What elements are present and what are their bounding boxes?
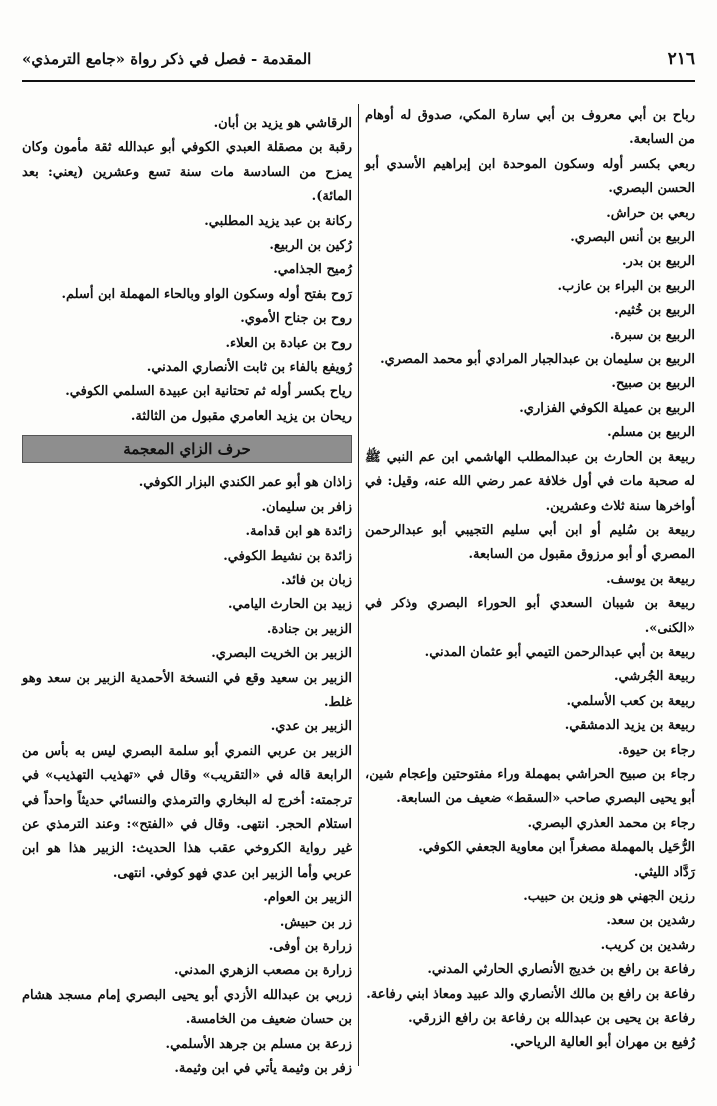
narrator-entry: الزبير بن العوام. bbox=[263, 890, 352, 906]
narrator-entry: الربيع بن خُثيم. bbox=[614, 303, 695, 319]
narrator-entry: رُفيع بن مهران أبو العالية الرياحي. bbox=[509, 1035, 695, 1051]
narrator-entry: رزين الجهني هو وزين بن حبيب. bbox=[523, 889, 695, 904]
narrator-entry: زبيد بن الحارث اليامي. bbox=[228, 597, 352, 613]
narrator-entry: الربيع بن بدر. bbox=[621, 254, 695, 270]
section-title: حرف الزاي المعجمة bbox=[22, 435, 352, 463]
header-rule bbox=[22, 80, 695, 82]
narrator-entry: زفر بن وثيمة يأتي في ابن وثيمة. bbox=[174, 1061, 352, 1077]
narrator-entry: رُويفع بالفاء بن ثابت الأنصاري المدني. bbox=[146, 360, 352, 376]
narrator-entry: رفاعة بن رافع بن خديج الأنصاري الحارثي المدني. bbox=[427, 962, 695, 978]
narrator-entry: روح بن جناح الأموي. bbox=[240, 311, 352, 327]
narrator-entry: الزبير بن عدي. bbox=[270, 719, 352, 735]
narrator-entry: زائدة بن نشيط الكوفي. bbox=[223, 548, 352, 564]
narrator-entry: الزبير بن الخريت البصري. bbox=[211, 646, 352, 662]
running-title: المقدمة - فصل في ذكر رواة «جامع الترمذي» bbox=[22, 50, 312, 68]
narrator-entry: زر بن حبيش. bbox=[279, 914, 352, 930]
narrator-entry: زاذان هو أبو عمر الكندي البزار الكوفي. bbox=[138, 475, 352, 491]
narrator-entry: ربيعة بن يزيد الدمشقي. bbox=[564, 718, 695, 734]
narrator-entry: زرعة بن مسلم بن جرهد الأسلمي. bbox=[165, 1036, 352, 1052]
narrator-entry: الربيع بن البراء بن عازب. bbox=[557, 278, 695, 294]
narrator-entry: رجاء بن محمد العذري البصري. bbox=[527, 815, 695, 831]
left-column-top bbox=[22, 112, 352, 429]
page-header bbox=[22, 44, 695, 74]
narrator-entry: ربيعة بن أبي عبدالرحمن التيمي أبو عثمان المدني. bbox=[424, 644, 695, 660]
narrator-entry: رقبة بن مصقلة العبدي الكوفي أبو عبدالله ثقة مأمون وكان يمزح من السادسة مات سنة تسع وعشرين (يعني: بعد المائة). bbox=[22, 140, 352, 205]
narrator-entry: الرُّحَيل بالمهملة مصغراً ابن معاوية الجعفي الكوفي. bbox=[418, 840, 695, 856]
narrator-entry: ربيعة بن يوسف. bbox=[606, 571, 695, 587]
narrator-entry: الزبير بن جنادة. bbox=[266, 621, 352, 637]
narrator-entry: رجاء بن صبيح الحراشي بمهملة وراء مفتوحتين وإعجام شين، أبو يحيى البصري صاحب «السقط» ضعيف من السابعة. bbox=[365, 766, 695, 807]
narrator-entry: ريحان بن يزيد العامري مقبول من الثالثة. bbox=[130, 408, 352, 424]
narrator-entry: الزبير بن عربي النمري أبو سلمة البصري ليس به بأس من الرابعة قاله في «التقريب» وقال في «تهذيب التهذيب» في ترجمته: أخرج له البخاري والترمذي والنسائي حديثاً واحداً في استلام الحجر. انتهى. وقال في «الفتح»: وعند الترمذي عن غير رواية الكروخي عقب هذا الحديث: الزبير هذا هو ابن عربي وأما الزبير ابن عدي فهو كوفي. انتهى. bbox=[22, 743, 352, 881]
narrator-entry: ربيعة الجُرشي. bbox=[614, 669, 695, 685]
narrator-entry: الربيع بن صبيح. bbox=[611, 376, 695, 392]
narrator-entry: ربيعة بن سُليم أو ابن أبي سليم التجيبي أبو عبدالرحمن المصري أو أبو مرزوق مقبول من السابعة. bbox=[365, 522, 695, 563]
narrator-entry: روح بن عبادة بن العلاء. bbox=[225, 335, 352, 351]
narrator-entry: ربعي بكسر أوله وسكون الموحدة ابن إبراهيم الأسدي أبو الحسن البصري. bbox=[365, 156, 695, 197]
narrator-entry: الربيع بن سليمان بن عبدالجبار المرادي أبو محمد المصري. bbox=[380, 352, 695, 368]
narrator-entry: ربيعة بن الحارث بن عبدالمطلب الهاشمي ابن عم النبي ﷺ له صحبة مات في أول خلافة عمر رضي الله عنه، وقيل: في أواخرها سنة ثلاث وعشرين. bbox=[365, 449, 695, 514]
narrator-entry: رُميح الجذامي. bbox=[273, 262, 352, 278]
narrator-entry: رشدين بن كريب. bbox=[600, 937, 695, 953]
narrator-entry: الربيع بن أنس البصري. bbox=[570, 230, 695, 246]
narrator-entry: رُكين بن الربيع. bbox=[269, 238, 352, 254]
narrator-entry: ركانة بن عبد يزيد المطلبي. bbox=[204, 213, 352, 229]
left-column-bottom bbox=[22, 471, 352, 1081]
narrator-entry: زائدة هو ابن قدامة. bbox=[245, 524, 352, 540]
narrator-entry: رَدَّاد الليثي. bbox=[633, 864, 695, 880]
narrator-entry: ربيعة بن شيبان السعدي أبو الحوراء البصري وذكر في «الكنى». bbox=[365, 596, 695, 636]
narrator-entry: رَوح بفتح أوله وسكون الواو وبالحاء المهملة ابن أسلم. bbox=[61, 286, 352, 302]
narrator-entry: رجاء بن حيوة. bbox=[618, 742, 695, 758]
right-column bbox=[365, 104, 695, 1056]
narrator-entry: الربيع بن عميلة الكوفي الفزاري. bbox=[519, 400, 695, 416]
narrator-entry: رفاعة بن رافع بن مالك الأنصاري والد عبيد ومعاذ ابني رفاعة. bbox=[366, 986, 695, 1002]
left-column bbox=[22, 112, 352, 1081]
narrator-entry: زربي بن عبدالله الأزدي أبو يحيى البصري إمام مسجد هشام بن حسان ضعيف من الخامسة. bbox=[22, 987, 352, 1028]
narrator-entry: زبان بن فائد. bbox=[280, 572, 352, 588]
narrator-entry: رشدين بن سعد. bbox=[606, 913, 695, 929]
narrator-entry: رياح بكسر أوله ثم تحتانية ابن عبيدة السلمي الكوفي. bbox=[65, 384, 352, 400]
narrator-entry: زرارة بن أوفى. bbox=[268, 939, 352, 954]
narrator-entry: زرارة بن مصعب الزهري المدني. bbox=[174, 963, 352, 979]
narrator-entry: زافر بن سليمان. bbox=[261, 499, 352, 515]
page-number: ٢١٦ bbox=[667, 49, 695, 69]
narrator-entry: الربيع بن مسلم. bbox=[607, 425, 695, 441]
narrator-entry: رباح بن أبي معروف بن أبي سارة المكي، صدوق له أوهام من السابعة. bbox=[365, 108, 695, 148]
narrator-entry: ربيعة بن كعب الأسلمي. bbox=[566, 693, 695, 709]
narrator-entry: الربيع بن سبرة. bbox=[609, 327, 695, 343]
narrator-entry: ربعي بن حراش. bbox=[606, 205, 695, 221]
narrator-entry: الزبير بن سعيد وقع في النسخة الأحمدية الزبير بن سعد وهو غلط. bbox=[22, 670, 352, 710]
column-divider bbox=[358, 104, 359, 1066]
narrator-entry: رفاعة بن يحيى بن عبدالله بن رفاعة بن رافع الزرقي. bbox=[408, 1011, 695, 1027]
narrator-entry: الرقاشي هو يزيد بن أبان. bbox=[213, 116, 352, 131]
